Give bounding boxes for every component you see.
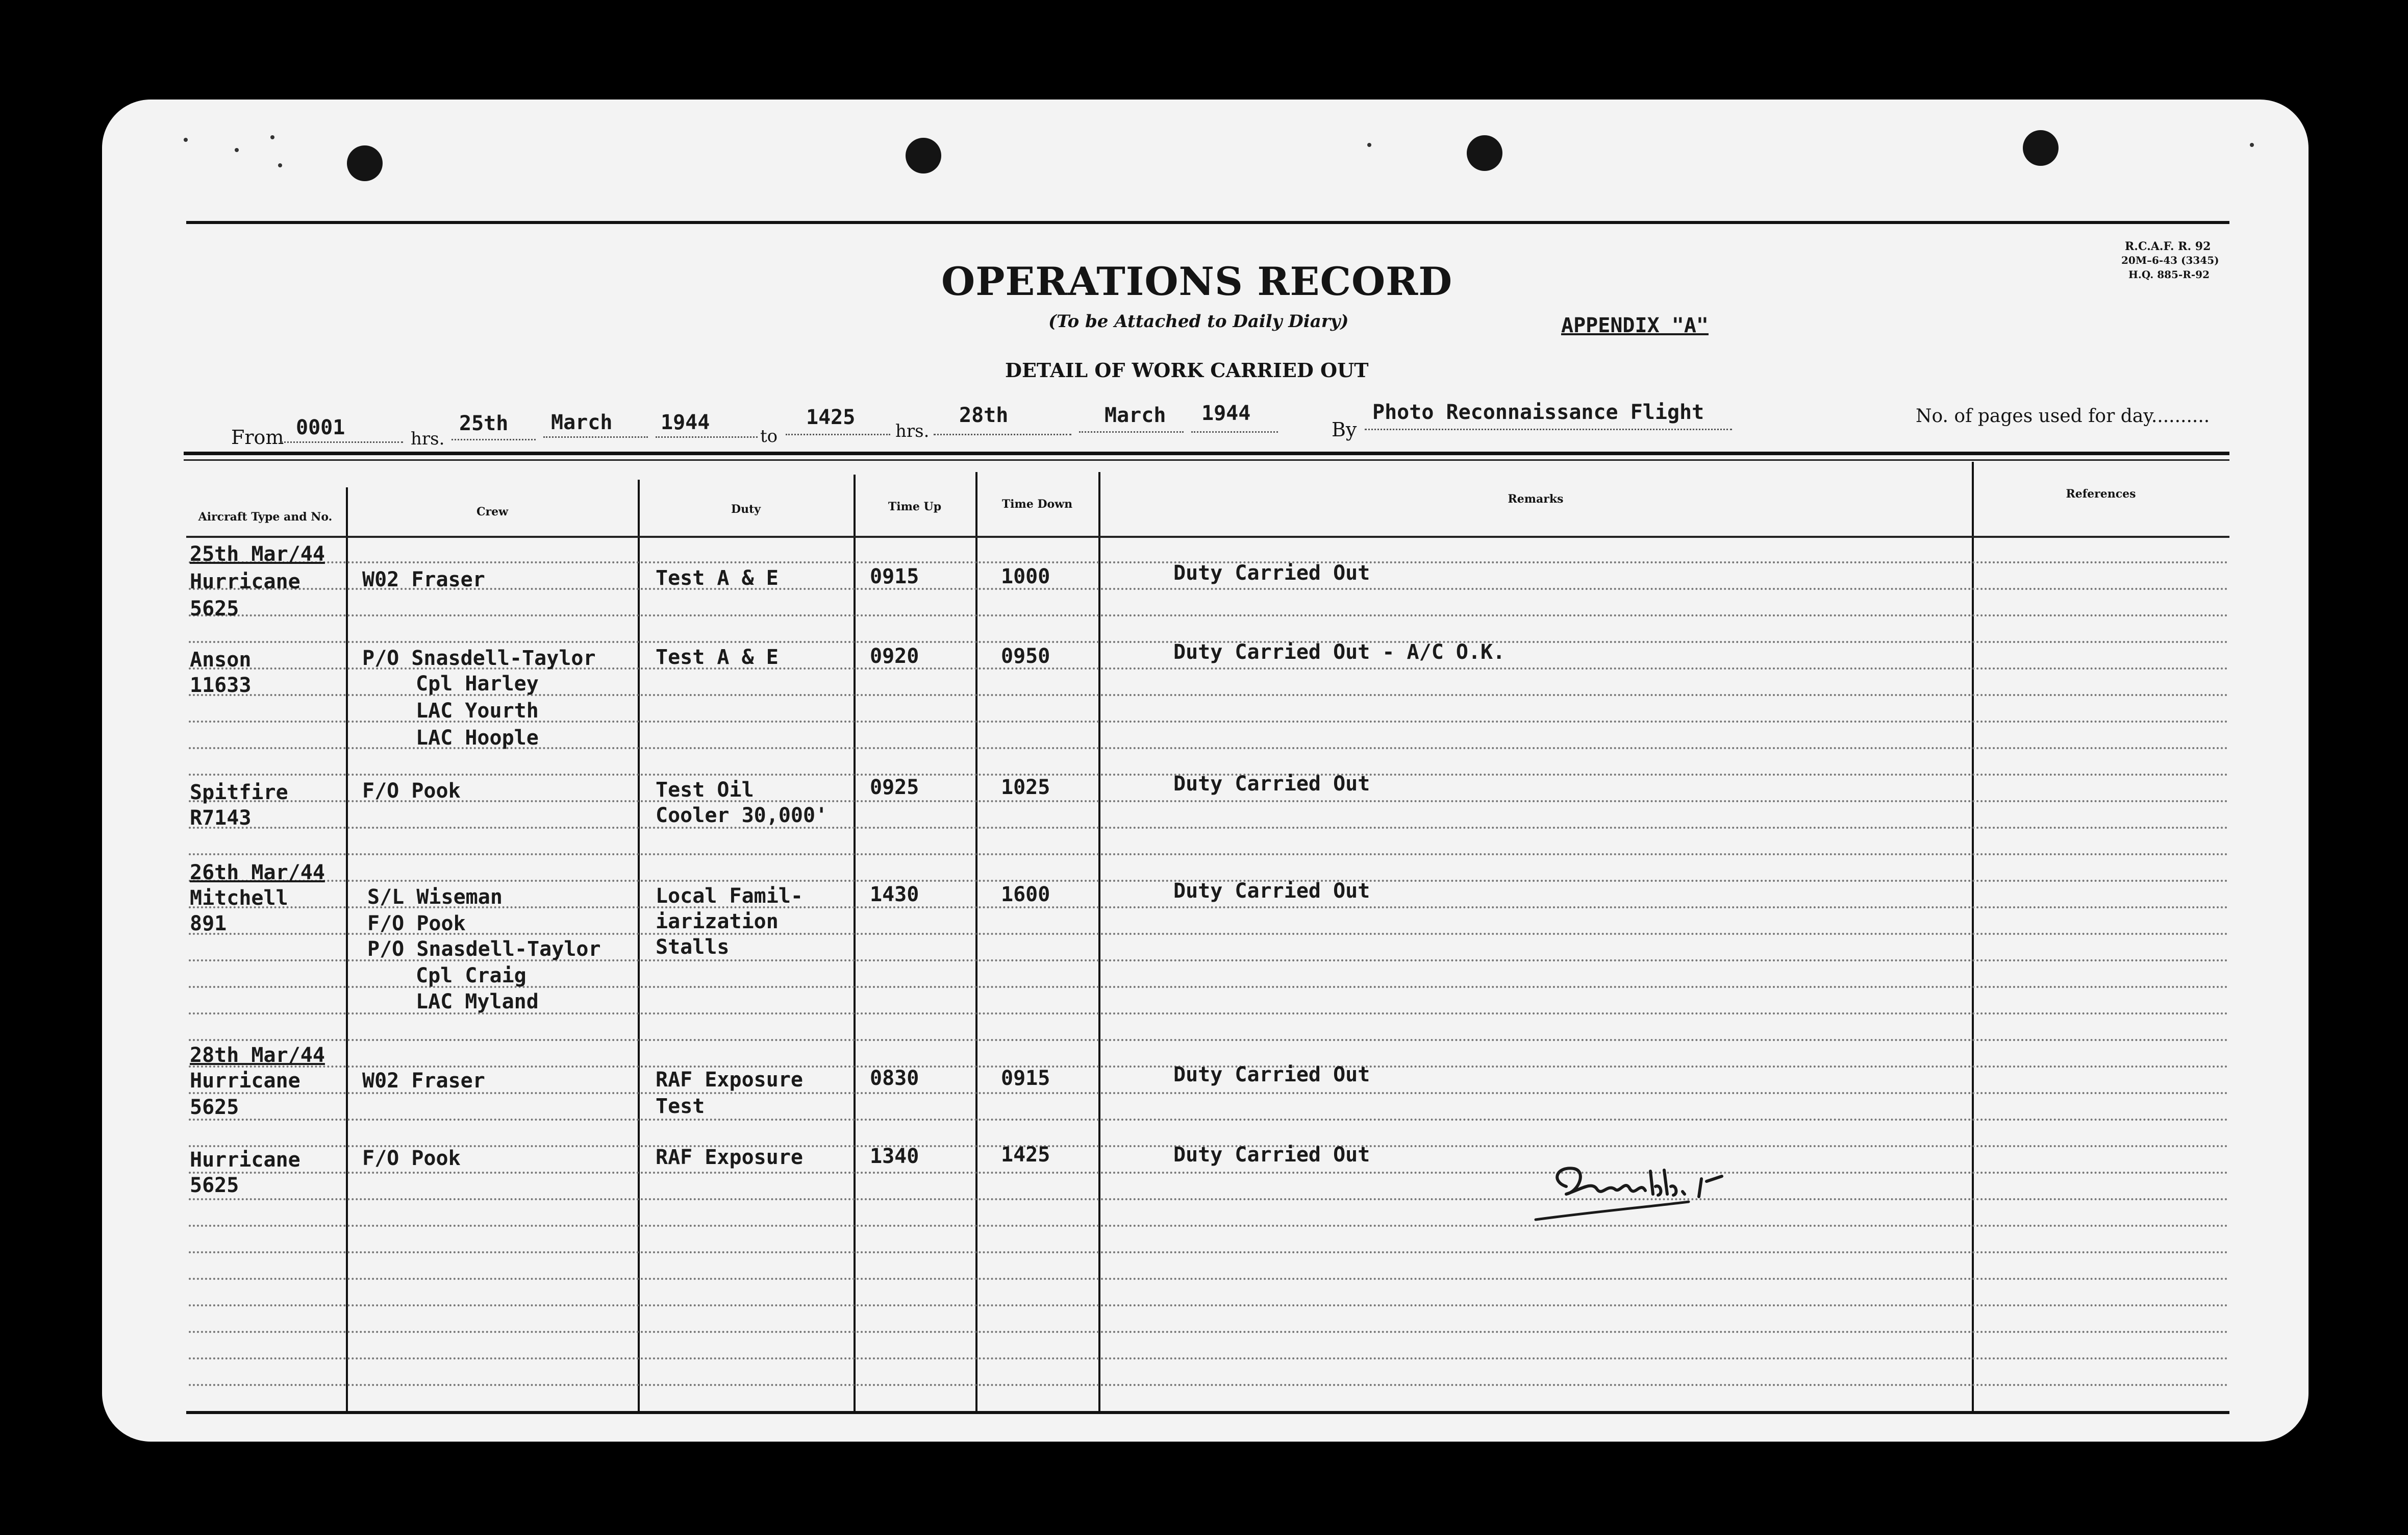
to-year: 1944 bbox=[1201, 402, 1251, 425]
time-up: 0915 bbox=[870, 565, 919, 588]
remarks: Duty Carried Out bbox=[1173, 1063, 1370, 1086]
time-up: 0925 bbox=[870, 776, 919, 799]
ruled-line bbox=[189, 1119, 2229, 1121]
aircraft-number: 5625 bbox=[190, 1174, 239, 1197]
ruled-line bbox=[189, 1039, 2229, 1041]
from-day: 25th bbox=[459, 412, 509, 435]
time-down: 1600 bbox=[1001, 883, 1050, 906]
aircraft-type: Hurricane bbox=[190, 1148, 300, 1172]
aircraft-number: R7143 bbox=[190, 806, 252, 830]
appendix-label: APPENDIX "A" bbox=[1561, 314, 1709, 337]
col-line bbox=[1972, 462, 1974, 1411]
date-26-mar: 26th Mar/44 bbox=[190, 861, 325, 884]
ruled-line bbox=[189, 588, 2229, 590]
date-25-mar: 25th Mar/44 bbox=[190, 542, 325, 566]
remarks: Duty Carried Out bbox=[1173, 772, 1370, 796]
col-line bbox=[975, 472, 977, 1411]
form-ref-2: 20M–6-43 (3345) bbox=[2121, 254, 2219, 266]
ruled-line bbox=[189, 1384, 2229, 1386]
punch-hole bbox=[2023, 130, 2059, 166]
crew-member: F/O Pook bbox=[362, 779, 461, 803]
duty: Test A & E bbox=[656, 566, 779, 590]
ruled-line bbox=[189, 1225, 2229, 1227]
time-up: 1340 bbox=[870, 1145, 919, 1168]
crew-member: Cpl Craig bbox=[416, 964, 526, 987]
crew-member: W02 Fraser bbox=[362, 1069, 485, 1093]
remarks: Duty Carried Out - A/C O.K. bbox=[1173, 640, 1506, 664]
time-down: 1425 bbox=[1001, 1143, 1050, 1167]
col-header-aircraft: Aircraft Type and No. bbox=[198, 510, 333, 524]
hrs-label: hrs. bbox=[411, 429, 445, 449]
aircraft-type: Mitchell bbox=[190, 886, 288, 910]
by-label: By bbox=[1332, 418, 1357, 441]
crew-member: Cpl Harley bbox=[416, 672, 539, 696]
ruled-line bbox=[189, 1304, 2229, 1306]
duty: Test A & E bbox=[656, 646, 779, 669]
from-year: 1944 bbox=[661, 411, 710, 434]
speck bbox=[278, 163, 282, 167]
ruled-line bbox=[189, 853, 2229, 855]
crew-member: W02 Fraser bbox=[362, 568, 485, 591]
to-hrs-label: hrs. bbox=[895, 421, 930, 441]
duty: Local Famil- bbox=[656, 884, 803, 908]
time-up: 0920 bbox=[870, 645, 919, 668]
crew-member: LAC Yourth bbox=[416, 699, 539, 723]
header-rule bbox=[184, 452, 2229, 455]
speck bbox=[184, 138, 188, 142]
crew-member: F/O Pook bbox=[362, 1147, 461, 1170]
aircraft-number: 5625 bbox=[190, 1096, 239, 1119]
aircraft-type: Hurricane bbox=[190, 1069, 300, 1093]
subtitle: (To be Attached to Daily Diary) bbox=[1048, 311, 1349, 332]
time-down: 1000 bbox=[1001, 565, 1050, 588]
speck bbox=[270, 135, 274, 139]
remarks: Duty Carried Out bbox=[1173, 561, 1370, 585]
col-header-crew: Crew bbox=[476, 505, 509, 518]
col-header-rule bbox=[186, 536, 2229, 538]
duty: iarization bbox=[656, 910, 779, 933]
crew-member: F/O Pook bbox=[367, 912, 466, 935]
time-up: 0830 bbox=[870, 1067, 919, 1090]
crew-member: LAC Hoople bbox=[416, 726, 539, 750]
aircraft-type: Anson bbox=[190, 648, 252, 672]
bottom-rule bbox=[186, 1411, 2229, 1414]
punch-hole bbox=[906, 138, 941, 174]
time-down: 0950 bbox=[1001, 645, 1050, 668]
col-line bbox=[1098, 472, 1100, 1411]
col-line bbox=[346, 487, 348, 1411]
punch-hole bbox=[347, 145, 383, 181]
duty: Test Oil bbox=[656, 778, 754, 802]
aircraft-number: 891 bbox=[190, 912, 227, 935]
aircraft-number: 5625 bbox=[190, 597, 239, 621]
time-down: 0915 bbox=[1001, 1067, 1050, 1090]
ruled-line bbox=[189, 800, 2229, 802]
time-down: 1025 bbox=[1001, 776, 1050, 799]
form-ref-1: R.C.A.F. R. 92 bbox=[2125, 240, 2211, 253]
ruled-line bbox=[189, 614, 2229, 616]
crew-member: S/L Wiseman bbox=[367, 885, 503, 909]
punch-hole bbox=[1467, 135, 1502, 171]
to-time: 1425 bbox=[806, 406, 856, 429]
ruled-line bbox=[189, 1357, 2229, 1359]
duty: Stalls bbox=[656, 935, 730, 959]
aircraft-number: 11633 bbox=[190, 674, 252, 697]
form-ref-3: H.Q. 885-R-92 bbox=[2128, 268, 2210, 281]
from-month: March bbox=[551, 411, 613, 434]
top-rule bbox=[186, 221, 2229, 224]
ruled-line bbox=[189, 1172, 2229, 1174]
crew-member: LAC Myland bbox=[416, 990, 539, 1013]
col-header-remarks: Remarks bbox=[1508, 492, 1564, 506]
duty: RAF Exposure bbox=[656, 1146, 803, 1169]
ruled-line bbox=[189, 1198, 2229, 1200]
duty: RAF Exposure bbox=[656, 1068, 803, 1092]
ruled-line bbox=[189, 1092, 2229, 1094]
speck bbox=[235, 148, 239, 152]
speck bbox=[2250, 143, 2254, 147]
ruled-line bbox=[189, 1278, 2229, 1280]
to-day: 28th bbox=[959, 404, 1009, 427]
pages-label: No. of pages used for day.......... bbox=[1916, 406, 2210, 427]
ruled-line bbox=[189, 1331, 2229, 1333]
remarks: Duty Carried Out bbox=[1173, 1143, 1370, 1167]
speck bbox=[1367, 143, 1371, 147]
date-28-mar: 28th Mar/44 bbox=[190, 1044, 325, 1067]
ruled-line bbox=[189, 1251, 2229, 1253]
col-header-duty: Duty bbox=[731, 503, 761, 516]
aircraft-type: Spitfire bbox=[190, 781, 288, 804]
col-header-references: References bbox=[2066, 487, 2136, 501]
time-up: 1430 bbox=[870, 883, 919, 906]
page-title: OPERATIONS RECORD bbox=[941, 259, 1453, 304]
header-rule-thin bbox=[184, 459, 2229, 461]
record-card bbox=[102, 100, 2309, 1442]
crew-member: P/O Snasdell-Taylor bbox=[362, 647, 596, 670]
signature bbox=[1531, 1125, 1745, 1237]
ruled-line bbox=[189, 933, 2229, 935]
to-label: to bbox=[760, 426, 778, 447]
crew-member: P/O Snasdell-Taylor bbox=[367, 937, 601, 961]
ruled-line bbox=[189, 827, 2229, 829]
from-label: From bbox=[231, 426, 284, 449]
col-header-time-down: Time Down bbox=[1001, 498, 1073, 511]
to-month: March bbox=[1105, 404, 1166, 427]
from-time: 0001 bbox=[296, 416, 345, 439]
by-value: Photo Reconnaissance Flight bbox=[1372, 401, 1704, 424]
remarks: Duty Carried Out bbox=[1173, 879, 1370, 903]
col-header-time-up: Time Up bbox=[888, 500, 942, 513]
duty: Test bbox=[656, 1095, 705, 1118]
col-line bbox=[638, 480, 640, 1411]
duty: Cooler 30,000' bbox=[656, 804, 828, 827]
aircraft-type: Hurricane bbox=[190, 570, 300, 593]
detail-heading: DETAIL OF WORK CARRIED OUT bbox=[1005, 359, 1369, 382]
